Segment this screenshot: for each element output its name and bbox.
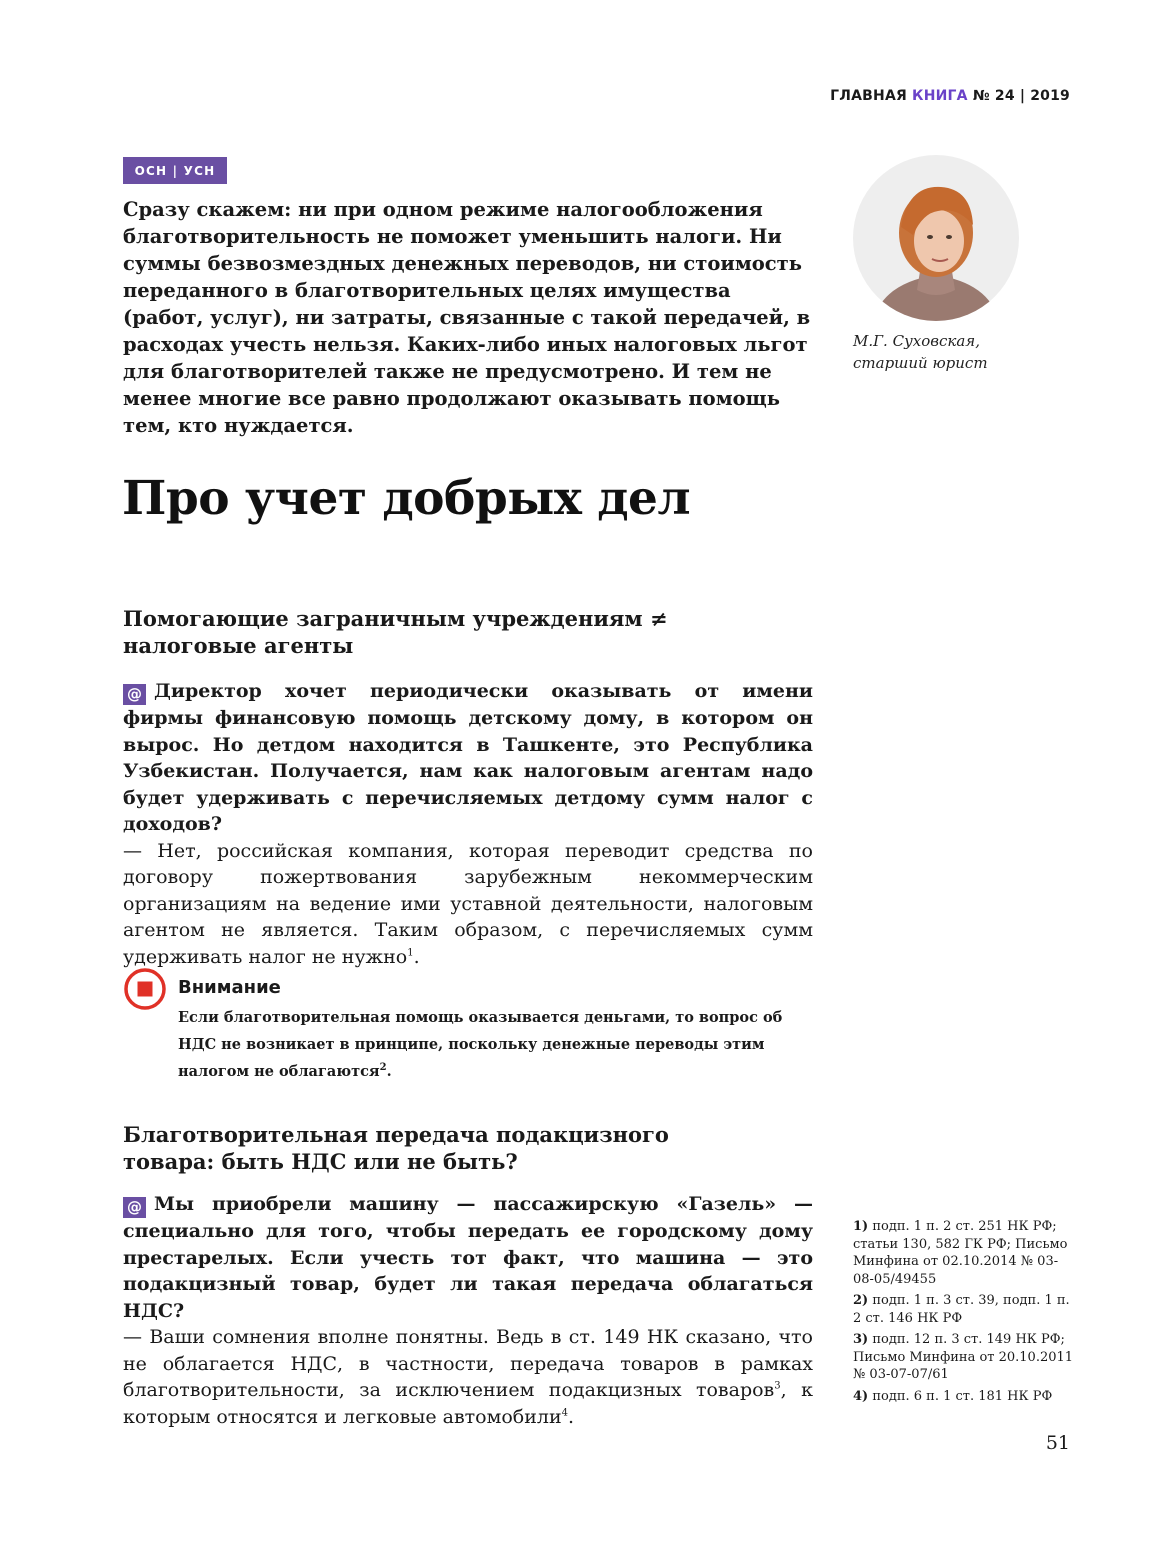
footnote-number: 1) <box>853 1219 869 1234</box>
footnote-text: подп. 1 п. 2 ст. 251 НК РФ; статьи 130, 582 ГК РФ; Письмо Минфина от 02.10.2014 № 03-08-05/49455 <box>853 1219 1068 1287</box>
footnote <box>853 1388 1078 1406</box>
question-body: Мы приобрели машину — пассажирскую «Газель» — специально для того, чтобы передать ее городскому дому престарелых. Если учесть тот факт, что машина — это подакцизный товар, будет ли такая передача облагаться НДС? <box>123 1193 813 1322</box>
brand-name: ГЛАВНАЯ <box>830 88 907 104</box>
author-photo <box>853 155 1019 321</box>
footnote-number: 4) <box>853 1388 869 1404</box>
author-portrait-icon <box>853 155 1019 321</box>
stop-icon <box>123 967 167 1011</box>
qa-block <box>123 1191 813 1430</box>
at-icon: @ <box>123 1197 146 1218</box>
category-tag: ОСН | УСН <box>123 157 227 184</box>
answer-text <box>123 838 813 971</box>
notice-end: . <box>386 1063 392 1080</box>
author-caption <box>853 330 1053 374</box>
section-heading: Благотворительная передача подакцизного товара: быть НДС или не быть? <box>123 1122 669 1174</box>
footnote <box>853 1292 1078 1327</box>
footnote-number: 2) <box>853 1293 869 1308</box>
at-icon: @ <box>123 684 146 705</box>
author-name: М.Г. Суховская, <box>853 332 980 350</box>
magazine-header <box>830 88 1070 104</box>
answer-body: — Нет, российская компания, которая переводит средства по договору пожертвования зарубежным некоммерческим организациям на ведение ими уставной деятельности, налоговым агентом не является. Таким образом, с перечисляемых сумм удерживать налог не нужно <box>123 839 813 968</box>
qa-block <box>123 678 813 970</box>
question-body: Директор хочет периодически оказывать от имени фирмы финансовую помощь детскому дому, в котором он вырос. Но детдом находится в Ташкенте, это Республика Узбекистан. Получается, нам как налоговым агентам надо будет удерживать с перечисляемых детдому сумм налог с доходов? <box>123 680 813 835</box>
answer-body-part1: — Ваши сомнения вполне понятны. Ведь в ст. 149 НК сказано, что не облагается НДС, в частности, передача товаров в рамках благотворительности, за исключением подакцизных товаров <box>123 1326 813 1401</box>
question-text <box>123 1191 813 1324</box>
footnote-ref: 2 <box>379 1062 387 1074</box>
answer-end: . <box>568 1405 575 1428</box>
footnote-text: подп. 1 п. 3 ст. 39, подп. 1 п. 2 ст. 146 НК РФ <box>853 1293 1070 1326</box>
notice-text <box>178 1004 798 1085</box>
footnote-text: подп. 6 п. 1 ст. 181 НК РФ <box>872 1388 1053 1404</box>
issue-number: № 24 | 2019 <box>972 88 1070 104</box>
footnote-ref: 3 <box>774 1380 781 1392</box>
author-role: старший юрист <box>853 354 988 372</box>
question-text <box>123 678 813 838</box>
lead-paragraph: Сразу скажем: ни при одном режиме налогообложения благотворительность не поможет уменьшить налоги. Ни суммы безвозмездных денежных переводов, ни стоимость переданного в благотворительных целях имущества (работ, услуг), ни затраты, связанные с такой передачей, в расходах учесть нельзя. Каких-либо иных налоговых льгот для благотворителей также не предусмотрено. И тем не менее многие все равно продолжают оказывать помощь тем, кто нуждается. <box>123 198 811 437</box>
notice-title: Внимание <box>178 977 281 998</box>
brand-accent: КНИГА <box>912 88 968 104</box>
footnote-ref: 1 <box>407 947 414 959</box>
section-heading: Помогающие заграничным учреждениям ≠ налоговые агенты <box>123 606 668 658</box>
answer-body-part2: , к которым относятся и легковые автомобили <box>123 1379 813 1428</box>
footnote-text: подп. 12 п. 3 ст. 149 НК РФ; Письмо Минфина от 20.10.2011 № 03-07-07/61 <box>853 1332 1074 1382</box>
footnote-ref: 4 <box>561 1407 569 1419</box>
footnote <box>853 1218 1078 1288</box>
footnote <box>853 1331 1078 1384</box>
footnote-number: 3) <box>853 1332 869 1347</box>
article-title: Про учет добрых дел <box>122 471 691 526</box>
footnotes <box>853 1218 1078 1409</box>
page-number: 51 <box>1045 1432 1070 1454</box>
answer-text <box>123 1324 813 1430</box>
notice-body: Если благотворительная помощь оказывается деньгами, то вопрос об НДС не возникает в принципе, поскольку денежные переводы этим налогом не облагаются <box>178 1009 783 1080</box>
answer-end: . <box>413 945 420 968</box>
